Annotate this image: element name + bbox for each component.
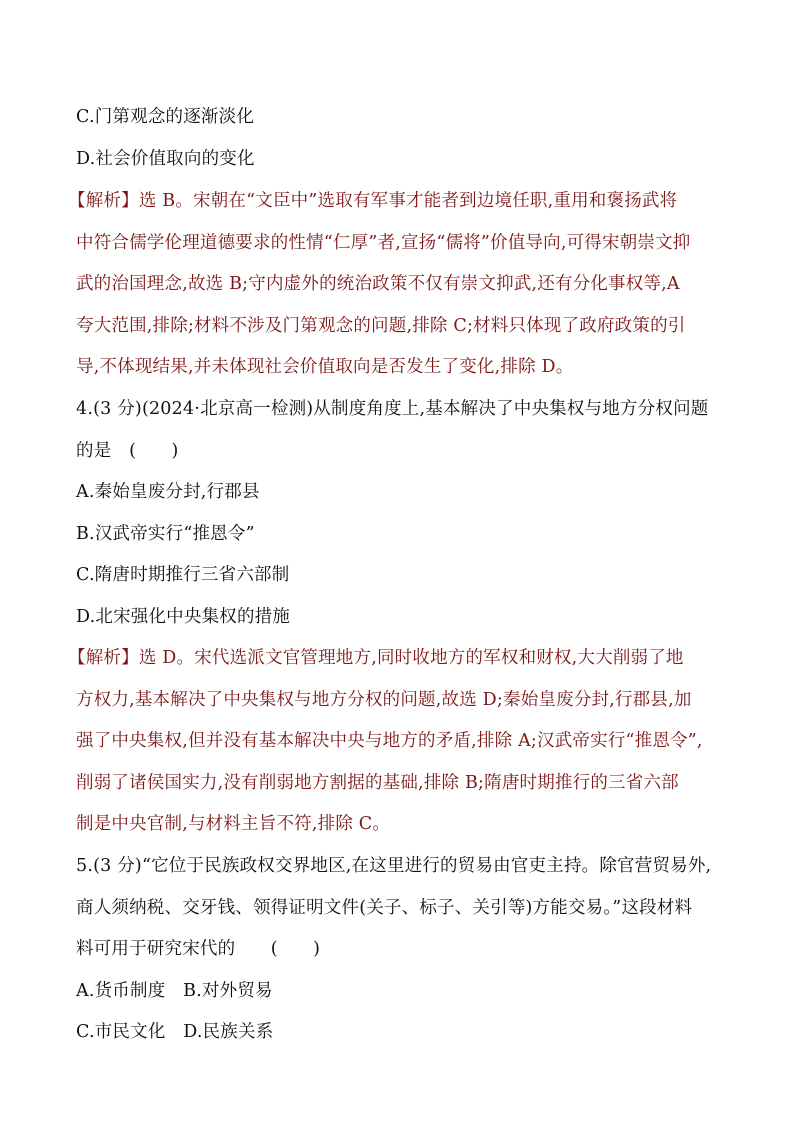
q3-analysis-line-3: 武的治国理念,故选 B;守内虚外的统治政策不仅有崇文抑武,还有分化事权等,A: [76, 274, 680, 294]
q3-option-c: C.门第观念的逐渐淡化: [76, 107, 255, 127]
q4-option-b: B.汉武帝实行“推恩令”: [76, 524, 255, 544]
q4-analysis-line-1: 【解析】选 D。宋代选派文官管理地方,同时收地方的军权和财权,大大削弱了地: [68, 648, 684, 668]
q4-option-c: C.隋唐时期推行三省六部制: [76, 565, 290, 585]
q3-option-d: D.社会价值取向的变化: [76, 149, 255, 169]
q3-analysis-line-5: 导,不体现结果,并未体现社会价值取向是否发生了变化,排除 D。: [76, 357, 574, 377]
q5-options-row-1: A.货币制度 B.对外贸易: [76, 981, 273, 1001]
q5-stem-line-2: 商人须纳税、交牙钱、领得证明文件(关子、标子、关引等)方能交易。”这段材料: [76, 898, 693, 918]
q5-stem-line-3: 料可用于研究宋代的 ( ): [76, 939, 321, 959]
q4-option-d: D.北宋强化中央集权的措施: [76, 607, 291, 627]
q4-analysis-line-2: 方权力,基本解决了中央集权与地方分权的问题,故选 D;秦始皇废分封,行郡县,加: [76, 690, 692, 710]
q3-analysis-line-1: 【解析】选 B。宋朝在“文臣中”选取有军事才能者到边境任职,重用和褒扬武将: [68, 191, 678, 211]
analysis-tag: 【解析】: [68, 648, 139, 668]
q4-analysis-line-4: 削弱了诸侯国实力,没有削弱地方割据的基础,排除 B;隋唐时期推行的三省六部: [76, 773, 679, 793]
q5-stem-line-1: 5.(3 分)“它位于民族政权交界地区,在这里进行的贸易由官吏主持。除官营贸易外,: [76, 856, 712, 876]
q3-analysis-line-2: 中符合儒学伦理道德要求的性情“仁厚”者,宣扬“儒将”价值导向,可得宋朝崇文抑: [76, 233, 691, 253]
q4-stem-line-2: 的是 ( ): [76, 441, 179, 461]
analysis-tag: 【解析】: [68, 191, 139, 211]
q3-analysis-line-4: 夸大范围,排除;材料不涉及门第观念的问题,排除 C;材料只体现了政府政策的引: [76, 316, 686, 336]
q4-stem-line-1: 4.(3 分)(2024·北京高一检测)从制度角度上,基本解决了中央集权与地方分权问题: [76, 399, 709, 419]
q4-option-a: A.秦始皇废分封,行郡县: [76, 482, 260, 502]
q5-options-row-2: C.市民文化 D.民族关系: [76, 1022, 274, 1042]
q4-analysis-line-5: 制是中央官制,与材料主旨不符,排除 C。: [76, 814, 391, 834]
q4-analysis-line-3: 强了中央集权,但并没有基本解决中央与地方的矛盾,排除 A;汉武帝实行“推恩令”,: [76, 731, 703, 751]
